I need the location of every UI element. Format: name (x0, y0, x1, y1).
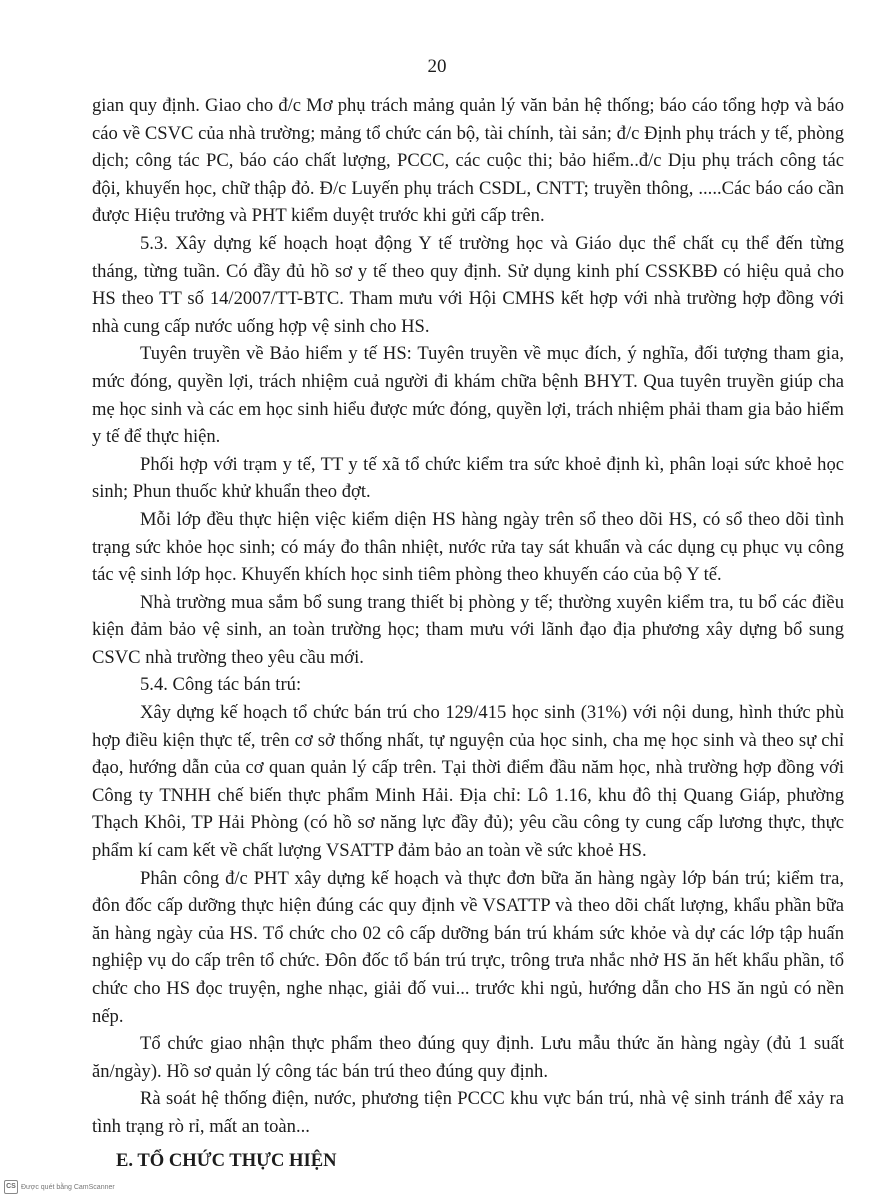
scanner-watermark-text: Được quét bằng CamScanner (21, 1183, 115, 1191)
paragraph-class-attendance: Mỗi lớp đều thực hiện việc kiểm diện HS hàng ngày trên sổ theo dõi HS, có sổ theo dõi tình trạng sức khỏe học sinh; có máy đo thân nhiệt, nước rửa tay sát khuẩn và các dụng cụ phục vụ công tác vệ sinh lớp học. Khuyến khích học sinh tiêm phòng theo khuyến cáo của bộ Y tế. (92, 508, 844, 586)
subheading-5-4-boarding: 5.4. Công tác bán trú: (140, 674, 302, 696)
paragraph-food-receipt: Tổ chức giao nhận thực phẩm theo đúng quy định. Lưu mẫu thức ăn hàng ngày (đủ 1 suất ăn/ngày). Hồ sơ quản lý công tác bán trú theo đúng quy định. (92, 1033, 844, 1082)
paragraph-5-3-health-plan: 5.3. Xây dựng kế hoạch hoạt động Y tế trường học và Giáo dục thể chất cụ thể đến từng tháng, từng tuần. Có đầy đủ hồ sơ y tế theo quy định. Sử dụng kinh phí CSSKBĐ có hiệu quả cho HS theo TT số 14/2007/TT-BTC. Tham mưu với Hội CMHS kết hợp với nhà trường hợp đồng với nhà cung cấp nước uống hợp vệ sinh cho HS. (92, 232, 844, 337)
paragraph-health-checkup: Phối hợp với trạm y tế, TT y tế xã tổ chức kiểm tra sức khoẻ định kì, phân loại sức khoẻ học sinh; Phun thuốc khử khuẩn theo đợt. (92, 453, 844, 503)
section-heading-e: E. TỔ CHỨC THỰC HIỆN (116, 1149, 337, 1171)
paragraph-boarding-plan: Xây dựng kế hoạch tổ chức bán trú cho 129/415 học sinh (31%) với nội dung, hình thức phù hợp điều kiện thực tế, trên cơ sở thống nhất, tự nguyện của học sinh, cha mẹ học sinh và theo sự chỉ đạo, hướng dẫn của cơ quan quản lý cấp trên. Tại thời điểm đầu năm học, nhà trường hợp đồng với Công ty TNHH chế biến thực phẩm Minh Hải. Địa chỉ: Lô 1.16, khu đô thị Quang Giáp, phường Thạch Khôi, TP Hải Phòng (có hồ sơ năng lực đầy đủ); yêu cầu công ty cung cấp lương thực, thực phẩm kí cam kết về chất lượng VSATTP đảm bảo an toàn về sức khoẻ HS. (92, 702, 844, 862)
page-number: 20 (427, 56, 447, 77)
document-body (92, 92, 844, 1174)
scanner-watermark (4, 1180, 115, 1194)
paragraph-health-insurance: Tuyên truyền về Bảo hiểm y tế HS: Tuyên truyền về mục đích, ý nghĩa, đối tượng tham gia, mức đóng, quyền lợi, trách nhiệm cuả người đi khám chữa bệnh BHYT. Qua tuyên truyền giúp cha mẹ học sinh và các em học sinh hiểu được mức đóng, quyền lợi, trách nhiệm phải tham gia bảo hiểm y tế để thực hiện. (92, 343, 844, 448)
camscanner-logo-icon: CS (4, 1180, 18, 1194)
paragraph-safety-review: Rà soát hệ thống điện, nước, phương tiện PCCC khu vực bán trú, nhà vệ sinh tránh để xảy ra tình trạng rò rỉ, mất an toàn... (92, 1088, 844, 1137)
paragraph-boarding-assignment: Phân công đ/c PHT xây dựng kế hoạch và thực đơn bữa ăn hàng ngày lớp bán trú; kiểm tra, đôn đốc cấp dưỡng thực hiện đúng các quy định về VSATTP và theo dõi chất lượng, khẩu phần bữa ăn hàng ngày của HS. Tổ chức cho 02 cô cấp dưỡng bán trú khám sức khỏe và dự các lớp tập huấn nghiệp vụ do cấp trên tổ chức. Đôn đốc tổ bán trú trực, trông trưa nhắc nhở HS ăn hết khẩu phần, tổ chức cho HS đọc truyện, nghe nhạc, giải đố vui... trước khi ngủ, hướng dẫn cho HS ăn ngủ có nền nếp. (92, 867, 844, 1027)
paragraph-equipment: Nhà trường mua sắm bổ sung trang thiết bị phòng y tế; thường xuyên kiểm tra, tu bổ các điều kiện đảm bảo vệ sinh, an toàn trường học; tham mưu với lãnh đạo địa phương xây dựng bổ sung CSVC nhà trường theo yêu cầu mới. (92, 591, 844, 668)
paragraph-staff-assignments: gian quy định. Giao cho đ/c Mơ phụ trách mảng quản lý văn bản hệ thống; báo cáo tổng hợp và báo cáo về CSVC của nhà trường; mảng tổ chức cán bộ, tài chính, tài sản; đ/c Định phụ trách y tế, phòng dịch; công tác PC, báo cáo chất lượng, PCCC, các cuộc thi; bảo hiểm..đ/c Dịu phụ trách công tác đội, khuyến học, chữ thập đỏ. Đ/c Luyến phụ trách CSDL, CNTT; truyền thông, .....Các báo cáo cần được Hiệu trưởng và PHT kiểm duyệt trước khi gửi cấp trên. (92, 95, 844, 227)
